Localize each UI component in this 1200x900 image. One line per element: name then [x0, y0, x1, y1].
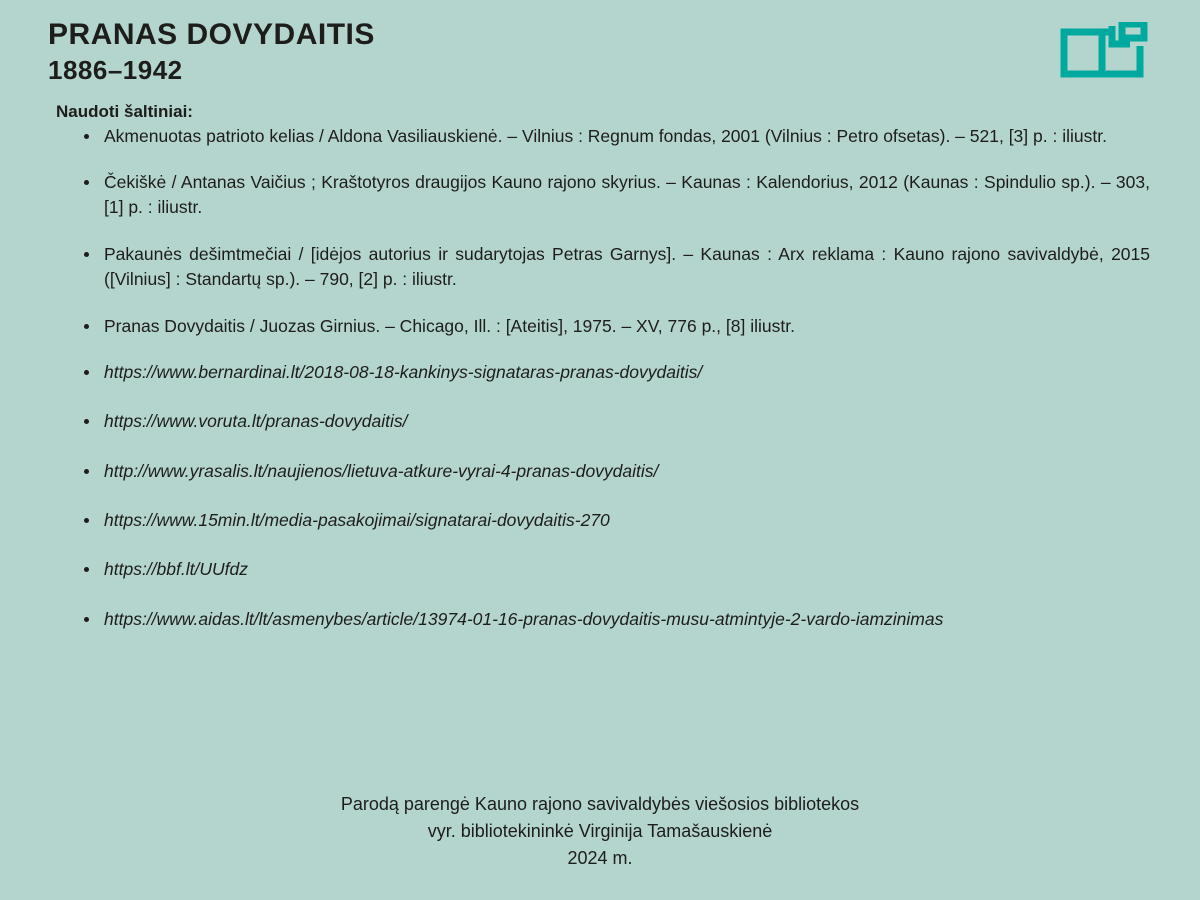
list-item-link[interactable]: http://www.yrasalis.lt/naujienos/lietuva-atkure-vyrai-4-pranas-dovydaitis/ — [80, 459, 1150, 484]
title-block — [40, 18, 375, 86]
list-item: Pranas Dovydaitis / Juozas Girnius. – Chicago, Ill. : [Ateitis], 1975. – XV, 776 p., [8] iliustr. — [80, 314, 1150, 339]
slide-header — [40, 18, 1160, 86]
list-item: Akmenuotas patrioto kelias / Aldona Vasiliauskienė. – Vilnius : Regnum fondas, 2001 (Vilnius : Petro ofsetas). – 521, [3] p. : iliustr. — [80, 124, 1150, 149]
list-item-link[interactable]: https://www.voruta.lt/pranas-dovydaitis/ — [80, 409, 1150, 434]
sources-list — [40, 124, 1160, 633]
sources-heading: Naudoti šaltiniai: — [56, 101, 193, 121]
page-title: PRANAS DOVYDAITIS — [48, 18, 375, 51]
slide-footer — [0, 791, 1200, 872]
list-item: Čekiškė / Antanas Vaičius ; Kraštotyros draugijos Kauno rajono skyrius. – Kaunas : Kalendorius, 2012 (Kaunas : Spindulio sp.). – 303, [1] p. : iliustr. — [80, 170, 1150, 221]
open-book-logo-icon — [1060, 22, 1150, 84]
list-item-link[interactable]: https://www.aidas.lt/lt/asmenybes/article/13974-01-16-pranas-dovydaitis-musu-atmintyje-2-vardo-iamzinimas — [80, 607, 1150, 632]
footer-line-2: vyr. bibliotekininkė Virginija Tamašauskienė — [427, 821, 773, 841]
list-item-link[interactable]: https://www.bernardinai.lt/2018-08-18-kankinys-signataras-pranas-dovydaitis/ — [80, 360, 1150, 385]
list-item-link[interactable]: https://bbf.lt/UUfdz — [80, 557, 1150, 582]
footer-line-3: 2024 m. — [567, 848, 633, 868]
list-item: Pakaunės dešimtmečiai / [idėjos autorius ir sudarytojas Petras Garnys]. – Kaunas : Arx reklama : Kauno rajono savivaldybė, 2015 ([Vilnius] : Standartų sp.). – 790, [2] p. : iliustr. — [80, 242, 1150, 293]
page-subtitle: 1886–1942 — [48, 54, 183, 85]
footer-line-1: Parodą parengė Kauno rajono savivaldybės viešosios bibliotekos — [340, 794, 860, 814]
list-item-link[interactable]: https://www.15min.lt/media-pasakojimai/signatarai-dovydaitis-270 — [80, 508, 1150, 533]
